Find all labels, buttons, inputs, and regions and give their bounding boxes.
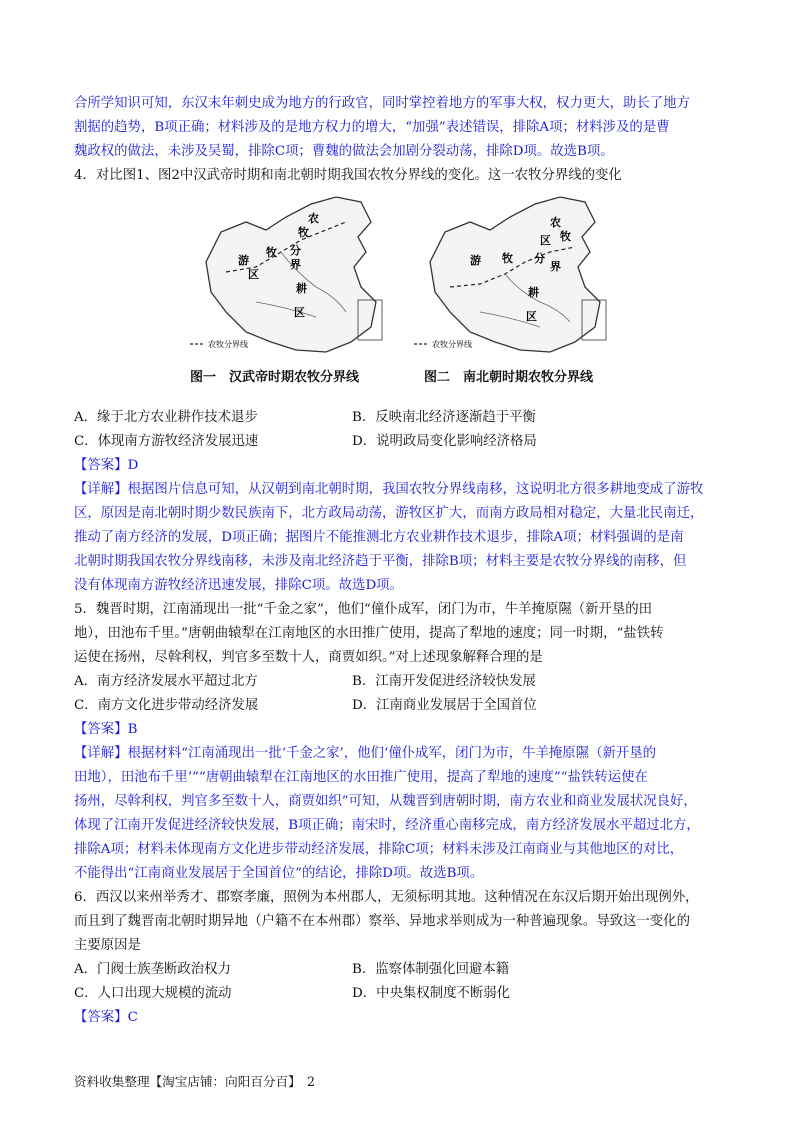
q4-detail-line: 区，原因是南北朝时期少数民族南下，北方政局动荡，游牧区扩大，而南方政局相对稳定，大量北民南迁，	[74, 506, 704, 521]
map-han-caption: 图一 汉武帝时期农牧分界线	[190, 370, 360, 385]
q4-detail-line: 北朝时期我国农牧分界线南移，未涉及南北经济趋于平衡，排除B项；材料主要是农牧分界线的南移，但	[74, 554, 687, 569]
map-label: 农	[308, 212, 319, 225]
map-label: 分	[534, 252, 545, 265]
q4-option-c: C．体现南方游牧经济发展迅速	[74, 434, 259, 449]
page-content	[74, 92, 734, 1030]
q4-detail-line: 推动了南方经济的发展，D项正确；据图片不能推测北方农业耕作技术退步，排除A项；材料强调的是南	[74, 530, 684, 545]
map-label: 牧	[502, 252, 513, 265]
map-han-image	[186, 192, 406, 362]
detail-tag: 【详解】	[74, 746, 128, 761]
q5-options-row	[74, 694, 734, 718]
q5-detail-line: 体现了江南开发促进经济较快发展，B项正确；南宋时，经济重心南移完成，南方经济发展水平超过北方，	[74, 818, 700, 833]
map-label: 区	[526, 310, 537, 323]
answer-value: B	[127, 722, 138, 737]
q4-option-d: D．说明政局变化影响经济格局	[352, 434, 537, 449]
q6-option-d: D．中央集权制度不断弱化	[352, 986, 511, 1001]
q6-answer	[74, 1006, 734, 1030]
q5-answer	[74, 718, 734, 742]
map-nanbei-image	[410, 192, 630, 362]
map-nanbei-legend: 农牧分界线	[432, 340, 472, 349]
map-han-legend: 农牧分界线	[208, 340, 248, 349]
q5-option-b: B．江南开发促进经济较快发展	[352, 674, 536, 689]
q6-stem-line: 6．西汉以来州举秀才、郡察孝廉，照例为本州郡人，无须标明其地。这种情况在东汉后期开始出现例外，	[74, 890, 699, 905]
map-nanbei-caption: 图二 南北朝时期农牧分界线	[424, 370, 594, 385]
map-label: 游	[238, 254, 249, 267]
q5-detail-line	[74, 742, 734, 766]
page-footer: 资料收集整理【淘宝店铺：向阳百分百】 2	[74, 1074, 315, 1089]
q6-option-a: A．门阀士族垄断政治权力	[74, 962, 231, 977]
map-label: 分	[290, 244, 301, 257]
q5-detail-line: 不能得出“江南商业发展居于全国首位”的结论，排除D项。故选B项。	[74, 866, 484, 881]
detail-text: 根据图片信息可知，从汉朝到南北朝时期，我国农牧分界线南移，这说明北方很多耕地变成了游牧	[127, 482, 704, 497]
map-label: 区	[248, 268, 259, 281]
map-label: 界	[290, 258, 301, 271]
intro-line: 魏政权的做法，未涉及吴蜀，排除C项；曹魏的做法会加剧分裂动荡，排除D项。故选B项。	[74, 144, 614, 159]
q5-stem-line: 5．魏晋时期，江南涌现出一批“千金之家”，他们“僮仆成军，闭门为市，牛羊掩原隰（新开垦的田	[74, 602, 653, 617]
q4-stem: 4．对比图1、图2中汉武帝时期和南北朝时期我国农牧分界线的变化。这一农牧分界线的变化	[74, 168, 622, 183]
map-label: 游	[470, 254, 481, 267]
map-label: 牧	[266, 246, 277, 259]
q4-maps	[74, 192, 734, 404]
answer-tag: 【答案】	[74, 1010, 128, 1025]
answer-value: D	[127, 458, 139, 473]
q4-answer	[74, 454, 734, 478]
q5-detail-line: 排除A项；材料未体现南方文化进步带动经济发展，排除C项；材料未涉及江南商业与其他地区的对比，	[74, 842, 684, 857]
map-nanbei	[410, 192, 630, 385]
q5-stem-line: 运使在扬州，尽斡利权，判官多至数十人，商贾如织。”对上述现象解释合理的是	[74, 650, 543, 665]
answer-tag: 【答案】	[74, 458, 128, 473]
q6-option-b: B．监察体制强化回避本籍	[352, 962, 510, 977]
q6-stem-line: 而且到了魏晋南北朝时期异地（户籍不在本州郡）察举、异地求举则成为一种普遍现象。导致这一变化的	[74, 914, 690, 929]
answer-value: C	[127, 1010, 138, 1025]
q5-option-d: D．江南商业发展居于全国首位	[352, 698, 537, 713]
q6-options-row	[74, 982, 734, 1006]
intro-line: 合所学知识可知，东汉末年刺史成为地方的行政官，同时掌控着地方的军事大权，权力更大，助长了地方	[74, 96, 690, 111]
q5-stem-line: 地），田池布千里。”唐朝曲辕犁在江南地区的水田推广使用，提高了犁地的速度；同一时期，“盐铁转	[74, 626, 664, 641]
intro-line: 割据的趋势，B项正确；材料涉及的是地方权力的增大，“加强”表述错误，排除A项；材料涉及的是曹	[74, 120, 670, 135]
detail-tag: 【详解】	[74, 482, 128, 497]
answer-tag: 【答案】	[74, 722, 128, 737]
detail-text: 根据材料“江南涌现出一批‘千金之家’，他们‘僮仆成军，闭门为市，牛羊掩原隰（新开垦的	[127, 746, 657, 761]
q5-options-row	[74, 670, 734, 694]
q6-stem-line: 主要原因是	[74, 938, 141, 953]
q6-option-c: C．人口出现大规模的流动	[74, 986, 232, 1001]
map-label: 界	[550, 260, 561, 273]
q5-detail-line: 田地），田池布千里’”“唐朝曲辕犁在江南地区的水田推广使用，提高了犁地的速度”“盐铁转运使在	[74, 770, 648, 785]
q4-detail-line: 没有体现南方游牧经济迅速发展，排除C项。故选D项。	[74, 578, 403, 593]
q6-options-row	[74, 958, 734, 982]
q4-options-row	[74, 406, 734, 430]
map-label: 牧	[560, 230, 571, 243]
q4-detail-line	[74, 478, 734, 502]
map-label: 耕	[296, 282, 307, 295]
map-han	[186, 192, 406, 385]
q4-options-row	[74, 430, 734, 454]
map-label: 牧	[298, 226, 309, 239]
q5-detail-line: 扬州，尽斡利权，判官多至数十人，商贾如织”可知，从魏晋到唐朝时期，南方农业和商业发展状况良好，	[74, 794, 697, 809]
map-label: 耕	[528, 286, 539, 299]
map-label: 区	[294, 306, 305, 319]
q5-option-c: C．南方文化进步带动经济发展	[74, 698, 259, 713]
map-label: 区	[540, 234, 551, 247]
q4-option-a: A．缘于北方农业耕作技术退步	[74, 410, 258, 425]
q5-option-a: A．南方经济发展水平超过北方	[74, 674, 258, 689]
map-label: 农	[550, 216, 561, 229]
q4-option-b: B．反映南北经济逐渐趋于平衡	[352, 410, 536, 425]
